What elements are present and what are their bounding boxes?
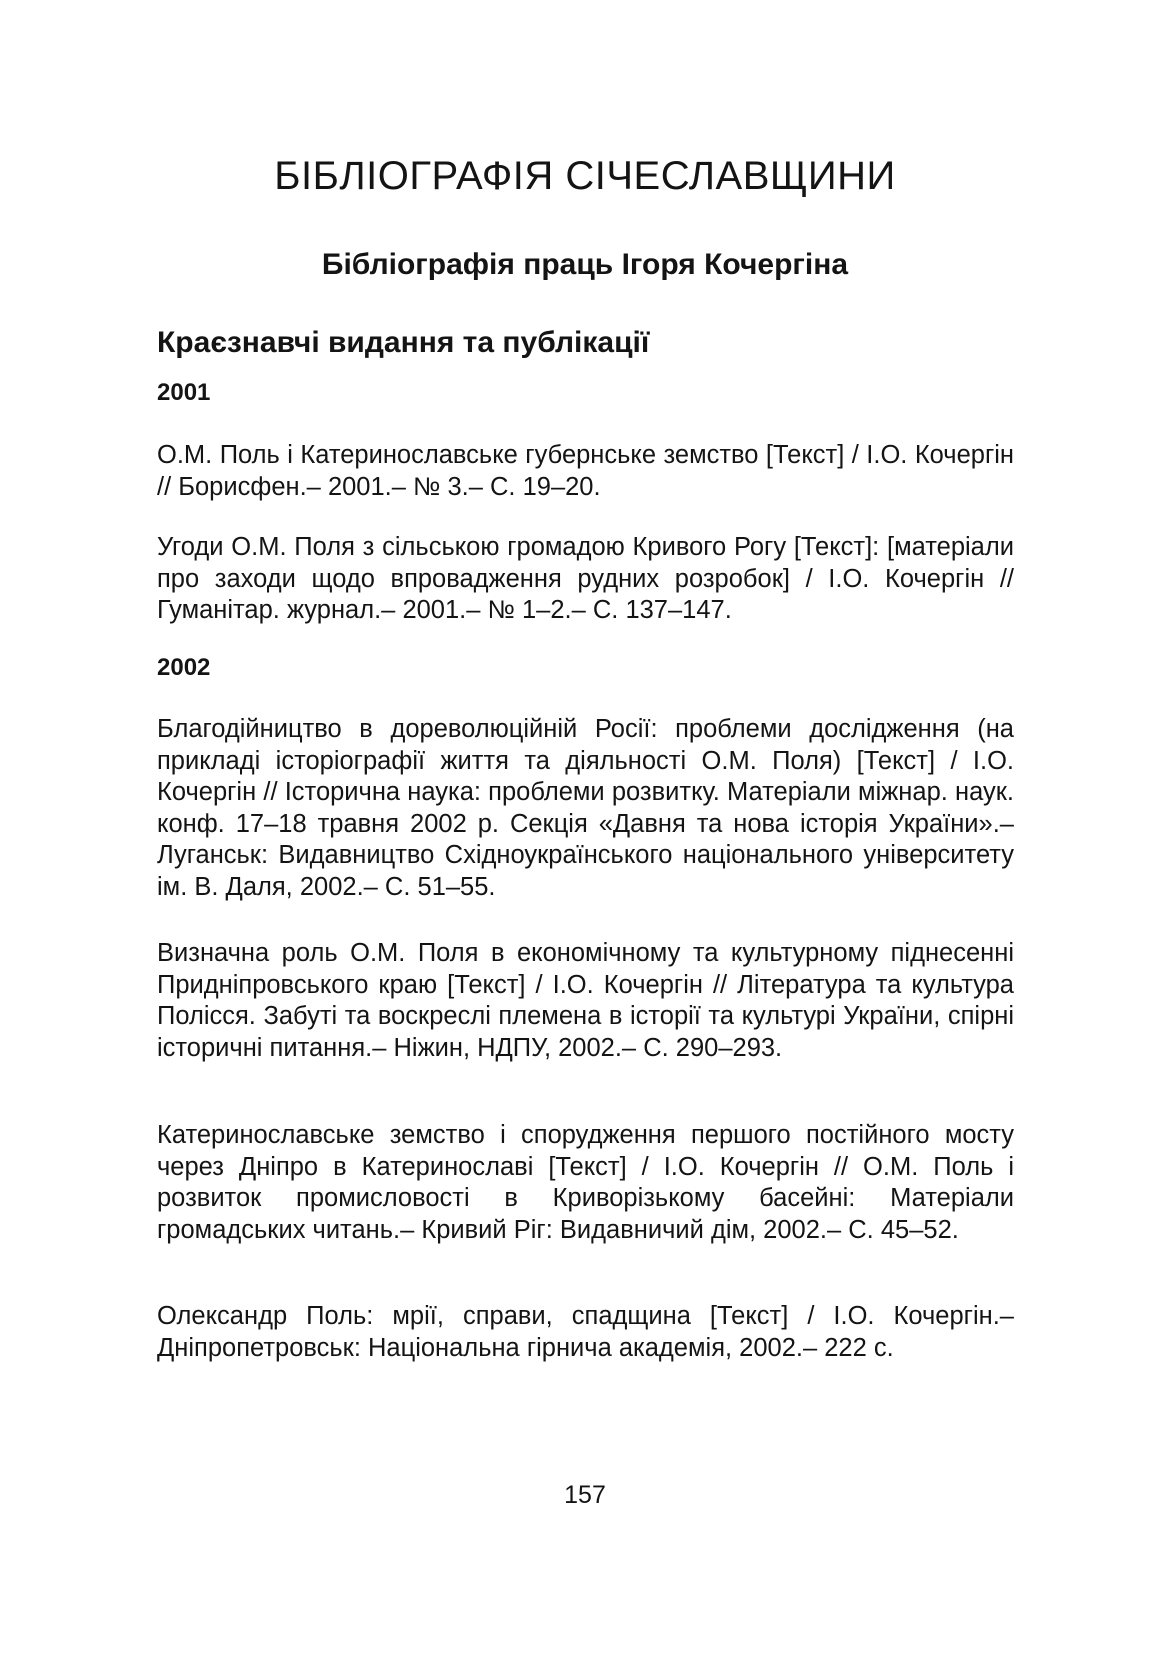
section-heading: Краєзнавчі видання та публікації (157, 326, 650, 359)
bibliography-entry: Олександр Поль: мрії, справи, спадщина [Текст] / І.О. Кочергін.– Дніпропетровськ: Національна гірнича академія, 2002.– 222 с. (157, 1302, 1014, 1362)
page-number: 157 (564, 1481, 606, 1509)
bibliography-entry: Угоди О.М. Поля з сільською громадою Кривого Рогу [Текст]: [матеріали про заходи щодо впровадження рудних розробок] / І.О. Кочергін // Гуманітар. журнал.– 2001.– № 1–2.– С. 137–147. (157, 533, 1014, 624)
year-heading: 2001 (157, 379, 211, 406)
bibliography-entry: О.М. Поль і Катеринославське губернське земство [Текст] / І.О. Кочергін // Борисфен.– 2001.– № 3.– С. 19–20. (157, 441, 1014, 501)
bibliography-entry: Визначна роль О.М. Поля в економічному та культурному піднесенні Придніпровського краю [Текст] / І.О. Кочергін // Література та культура Полісся. Забуті та воскреслі племена в історії та культурі України, спірні історичні питання.– Ніжин, НДПУ, 2002.– С. 290–293. (157, 939, 1014, 1062)
bibliography-entry: Благодійництво в дореволюційній Росії: проблеми дослідження (на прикладі історіографії життя та діяльності О.М. Поля) [Текст] / І.О. Кочергін // Історична наука: проблеми розвитку. Матеріали міжнар. наук. конф. 17–18 травня 2002 р. Секція «Давня та нова історія України».– Луганськ: Видавництво Східноукраїнського національного університету ім. В. Даля, 2002.– С. 51–55. (157, 715, 1014, 901)
page-title: БІБЛІОГРАФІЯ СІЧЕСЛАВЩИНИ (274, 154, 896, 198)
page-subtitle: Бібліографія праць Ігоря Кочергіна (321, 248, 849, 281)
bibliography-entry: Катеринославське земство і спорудження першого постійного мосту через Дніпро в Катеринославі [Текст] / І.О. Кочергін // О.М. Поль і розвиток промисловості в Криворізькому басейні: Матеріали громадських читань.– Кривий Ріг: Видавничий дім, 2002.– С. 45–52. (157, 1121, 1014, 1244)
year-heading: 2002 (157, 654, 211, 681)
